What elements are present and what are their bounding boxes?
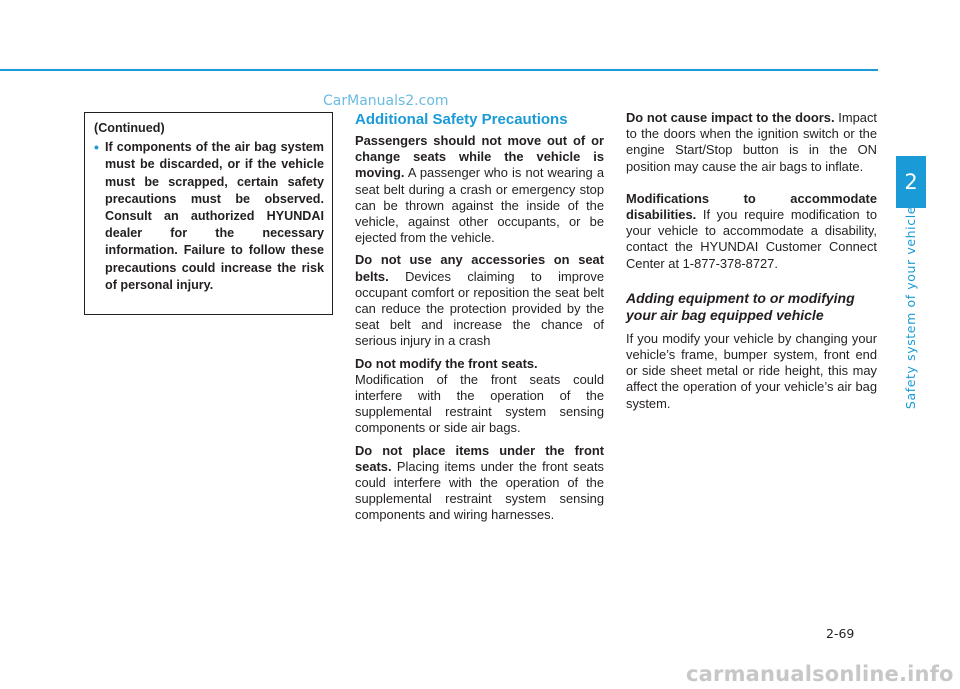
paragraph (355, 443, 604, 524)
paragraph-lead: Do not cause impact to the doors. (626, 110, 835, 125)
paragraph-lead: Do not modify the front seats. (355, 355, 538, 371)
paragraph-body: Devices claiming to improve occupant comfort or reposition the seat belt can reduce the protection provided by the seat belt and increase the chance of serious injury in a crash (355, 268, 604, 349)
header-rule (0, 69, 878, 71)
paragraph (355, 356, 604, 437)
paragraph-body: Placing items under the front seats could interfere with the operation of the supplemental restraint system sensing components and wiring harnesses. (355, 458, 604, 523)
subheading: Adding equipment to or modifying your air bag equipped vehicle (626, 289, 855, 324)
warning-heading: (Continued) (94, 121, 165, 135)
bullet-icon: • (94, 139, 99, 156)
footer-brand: carmanualsonline.info (686, 662, 954, 686)
chapter-number-tab: 2 (896, 156, 926, 208)
warning-bullet-item (94, 139, 324, 294)
paragraph-body: Modification of the front seats could interfere with the operation of the supplemental restraint system sensing components or side air bags. (355, 371, 604, 436)
warning-box (84, 112, 333, 315)
paragraph-lead: Passengers should not move out of or change seats while the vehicle is moving. (355, 133, 604, 181)
section-title: Additional Safety Precautions (355, 111, 568, 128)
spacer (626, 181, 877, 191)
right-column (626, 110, 877, 418)
paragraph (355, 133, 604, 246)
middle-column (355, 110, 604, 530)
watermark: CarManuals2.com (323, 93, 449, 109)
paragraph-body: Impact to the doors when the ignition switch or the engine Start/Stop button is in the ON position may cause the air bags to inflate. (626, 110, 877, 174)
chapter-title-tab (896, 205, 926, 409)
paragraph-body: If you modify your vehicle by changing your vehicle’s frame, bumper system, front end or side sheet metal or ride height, this may affect the operation of your vehicle’s air bag system. (626, 330, 877, 411)
paragraph-lead: Do not use any accessories on seat belts. (355, 252, 604, 284)
warning-bullet-text: If components of the air bag system must be discarded, or if the vehicle must be scrapped, certain safety precautions must be observed. Consult an authorized HYUNDAI dealer for the necessary information. Failure to follow these precautions could increase the risk of personal injury. (105, 140, 324, 292)
paragraph (626, 110, 877, 175)
paragraph (355, 252, 604, 349)
chapter-title: Safety system of your vehicle (903, 205, 919, 409)
spacer (626, 278, 877, 288)
paragraph (626, 191, 877, 272)
paragraph-lead: Modifications to accommodate disabilities. (626, 190, 877, 223)
paragraph-lead: Do not place items under the front seats. (355, 442, 604, 474)
page-number: 2-69 (826, 626, 855, 641)
paragraph-body: If you require modification to your vehicle to accommodate a disability, contact the HYUNDAI Customer Connect Center at 1-877-378-8727. (626, 207, 877, 271)
paragraph-body: A passenger who is not wearing a seat belt during a crash or emergency stop can be thrown against the inside of the vehicle, against other occupants, or be ejected from the vehicle. (355, 165, 604, 246)
